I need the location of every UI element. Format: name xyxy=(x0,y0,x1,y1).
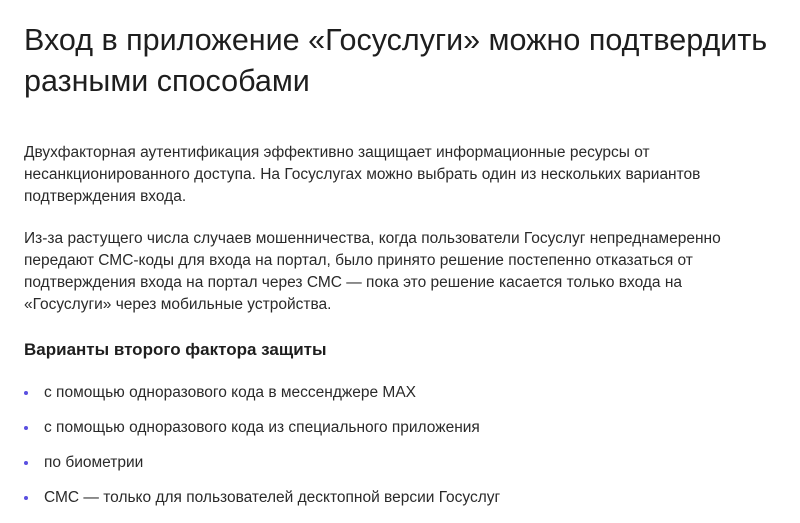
list-item xyxy=(24,417,776,439)
list-item-label: с помощью одноразового кода из специального приложения xyxy=(44,419,480,436)
list-item xyxy=(24,452,776,474)
list-item-label: по биометрии xyxy=(44,454,144,471)
list-item xyxy=(24,382,776,404)
page-title: Вход в приложение «Госуслуги» можно подтвердить разными способами xyxy=(24,23,768,98)
list-item-label: с помощью одноразового кода в мессенджере MAX xyxy=(44,384,417,401)
options-heading: Варианты второго фактора защиты xyxy=(24,340,327,359)
bullet-dot-icon xyxy=(24,461,28,465)
bullet-dot-icon xyxy=(24,391,28,395)
fraud-paragraph: Из-за растущего числа случаев мошенничества, когда пользователи Госуслуг непреднамеренно передают СМС-коды для входа на портал, было принято решение постепенно отказаться от подтверждения входа на портал через СМС — пока это решение касается только входа на «Госуслуги» через мобильные устройства. xyxy=(24,230,721,313)
intro-paragraph: Двухфакторная аутентификация эффективно защищает информационные ресурсы от несанкционированного доступа. На Госуслугах можно выбрать один из нескольких вариантов подтверждения входа. xyxy=(24,144,701,205)
list-item-label: СМС — только для пользователей десктопной версии Госуслуг xyxy=(44,489,501,506)
list-item xyxy=(24,487,776,509)
bullet-dot-icon xyxy=(24,496,28,500)
bullet-dot-icon xyxy=(24,426,28,430)
options-list xyxy=(24,382,776,509)
